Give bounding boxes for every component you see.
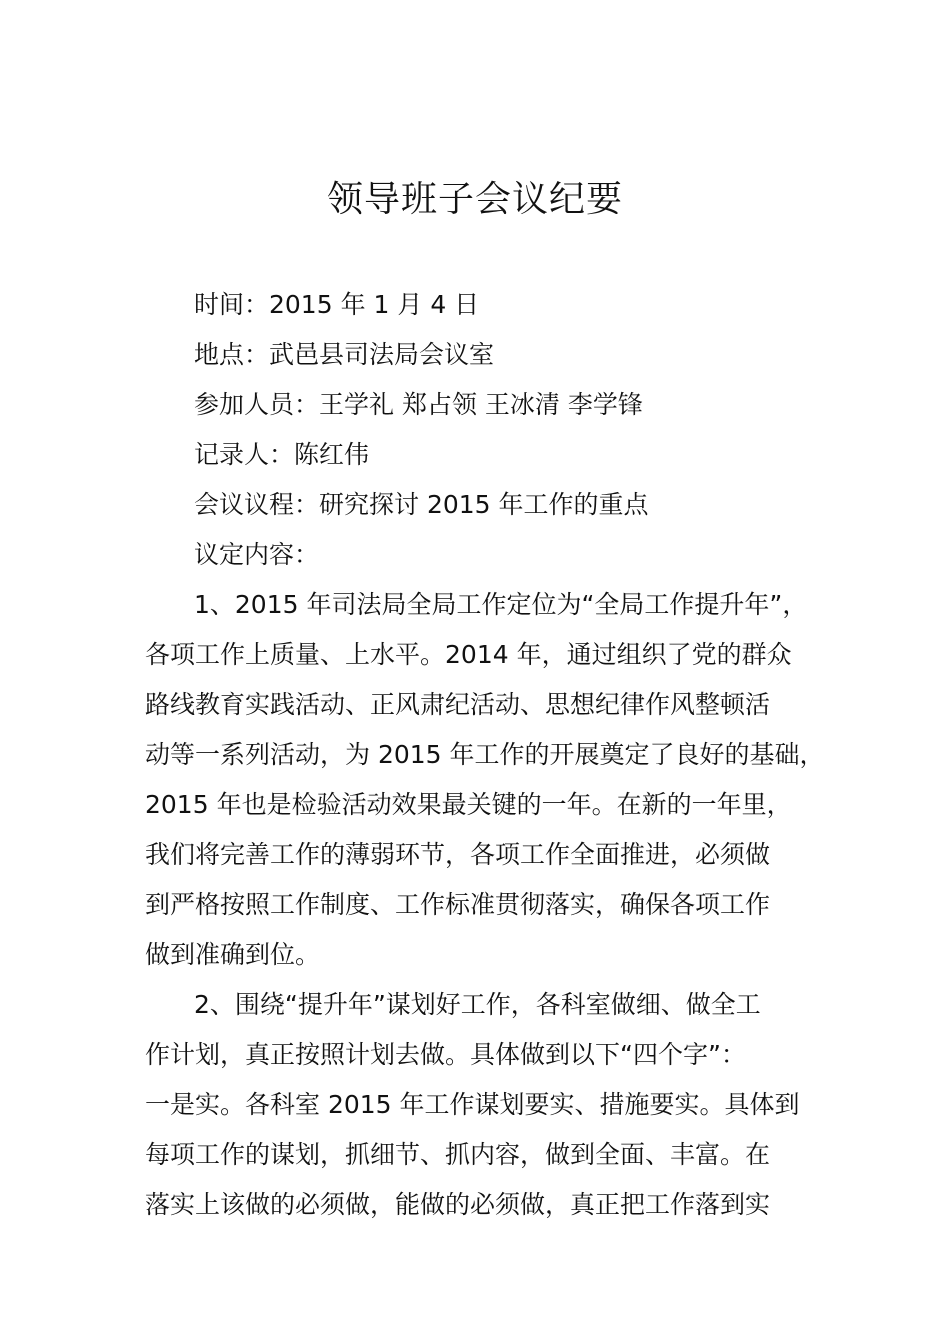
paragraph-line: 2015 年也是检验活动效果最关键的一年。在新的一年里， xyxy=(145,790,792,819)
paragraph-line: 各项工作上质量、上水平。2014 年，通过组织了党的群众 xyxy=(145,640,792,669)
paragraph-line: 作计划，真正按照计划去做。具体做到以下“四个字”： xyxy=(145,1040,746,1069)
document-title: 领导班子会议纪要 xyxy=(326,179,623,220)
paragraph-line: 做到准确到位。 xyxy=(145,940,321,969)
paragraph-line: 到严格按照工作制度、工作标准贯彻落实，确保各项工作 xyxy=(145,890,771,919)
meeting-place: 地点：武邑县司法局会议室 xyxy=(194,340,495,369)
meeting-attendees: 参加人员：王学礼 郑占领 王冰清 李学锋 xyxy=(194,390,643,419)
document-body xyxy=(145,580,835,1230)
paragraph-line: 一是实。各科室 2015 年工作谋划要实、措施要实。具体到 xyxy=(145,1090,800,1119)
meeting-recorder: 记录人：陈红伟 xyxy=(194,440,370,469)
meeting-time: 时间：2015 年 1 月 4 日 xyxy=(194,290,480,319)
paragraph-line: 2、围绕“提升年”谋划好工作，各科室做细、做全工 xyxy=(194,990,761,1019)
meeting-info xyxy=(194,280,834,580)
paragraph-line: 动等一系列活动，为 2015 年工作的开展奠定了良好的基础， xyxy=(145,740,825,769)
paragraph-1 xyxy=(145,580,835,980)
content-label: 议定内容： xyxy=(194,540,320,569)
meeting-agenda: 会议议程：研究探讨 2015 年工作的重点 xyxy=(194,490,649,519)
paragraph-line: 我们将完善工作的薄弱环节，各项工作全面推进，必须做 xyxy=(145,840,771,869)
paragraph-line: 每项工作的谋划，抓细节、抓内容，做到全面、丰富。在 xyxy=(145,1140,771,1169)
paragraph-2 xyxy=(145,980,835,1230)
paragraph-line: 路线教育实践活动、正风肃纪活动、思想纪律作风整顿活 xyxy=(145,690,771,719)
paragraph-line: 1、2015 年司法局全局工作定位为“全局工作提升年”， xyxy=(194,590,808,619)
paragraph-line: 落实上该做的必须做，能做的必须做，真正把工作落到实 xyxy=(145,1190,771,1219)
